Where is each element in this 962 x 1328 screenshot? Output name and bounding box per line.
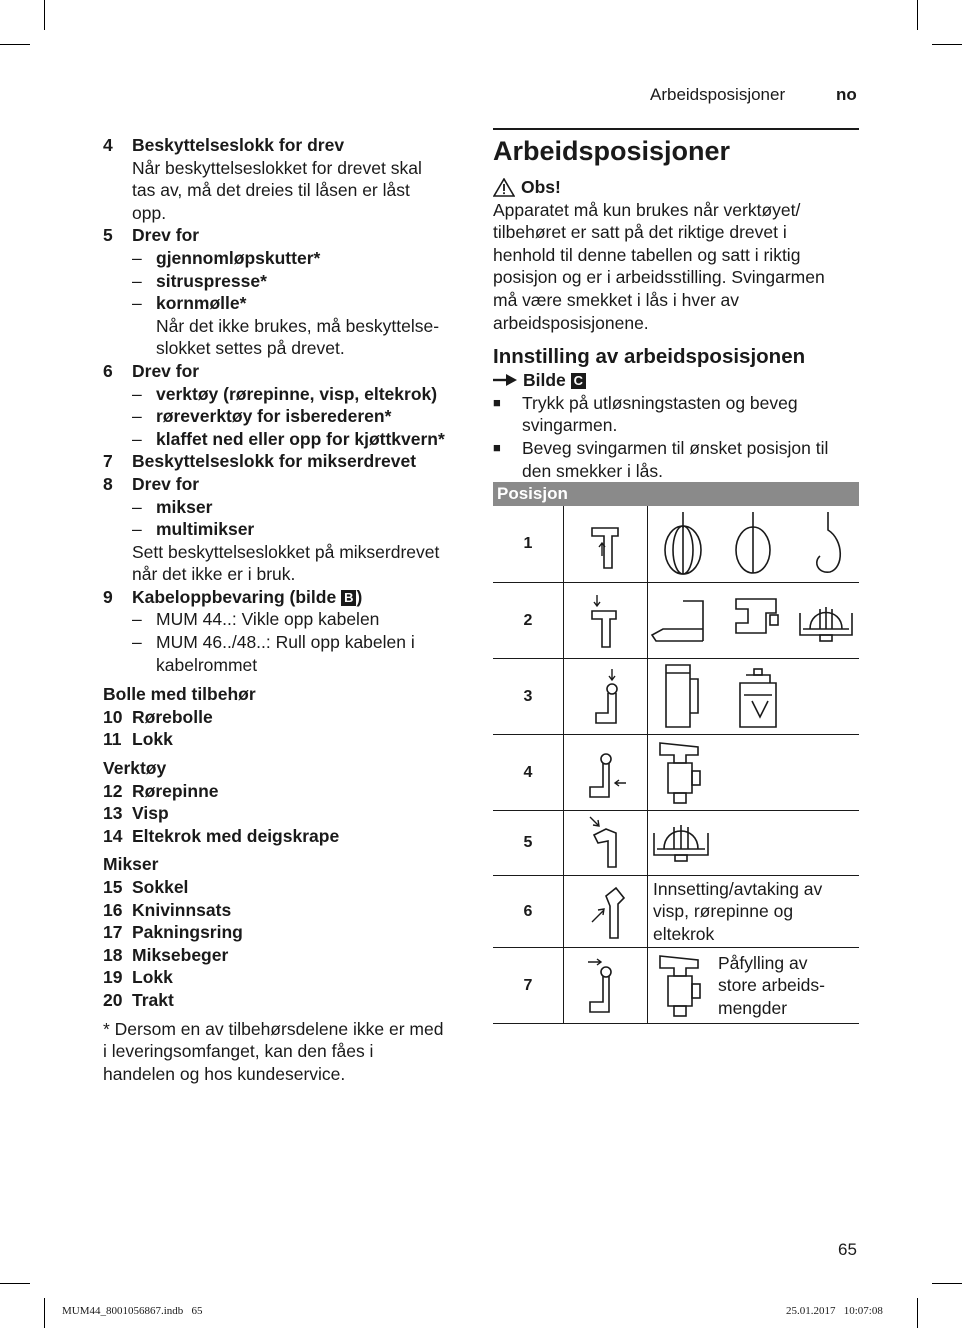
- table-row: [493, 948, 859, 1024]
- left-column: [103, 134, 468, 1085]
- list-item: [103, 134, 468, 224]
- square-bullet-icon: ■: [493, 439, 501, 455]
- section-heading: Bolle med tilbehør: [103, 684, 256, 705]
- figure-label: Bilde: [523, 370, 571, 391]
- item-number: 5: [103, 225, 113, 246]
- item-label: Knivinnsats: [132, 899, 232, 920]
- list-item: [103, 224, 468, 360]
- dash: –: [132, 632, 142, 653]
- meat-mincer-icon: [648, 737, 858, 809]
- item-number: 15: [103, 877, 123, 897]
- page-number: 65: [838, 1240, 857, 1259]
- dash: –: [132, 293, 142, 314]
- crop-mark: [932, 44, 962, 45]
- table-row: [493, 735, 859, 811]
- figure-ref-box: B: [341, 590, 356, 606]
- position-number: 6: [493, 876, 564, 947]
- subsection-title: Innstilling av arbeidsposisjonen: [493, 345, 806, 369]
- item-title: Beskyttelseslokk for drev: [132, 135, 345, 155]
- position-number: 4: [493, 735, 564, 810]
- position-number: 1: [493, 506, 564, 582]
- page-title: Arbeidsposisjoner: [493, 136, 731, 166]
- bullet-text: Beveg svingarmen til ønsket posisjon til den smekker i lås.: [522, 437, 829, 481]
- position-number: 3: [493, 659, 564, 734]
- item-label: Miksebeger: [132, 944, 229, 965]
- arrow-right-icon: [493, 374, 517, 386]
- table-row: [493, 583, 859, 659]
- sub-text: MUM 44..: Vikle opp kabelen: [156, 609, 380, 630]
- item-title-end: ): [356, 586, 363, 607]
- crop-mark: [0, 1283, 30, 1284]
- item-label: Pakningsring: [132, 922, 243, 943]
- blender-multimixer-icon: [648, 661, 858, 733]
- table-row: [493, 506, 859, 583]
- item-text: Når beskyttelseslokket for drevet skal tas av, må det dreies til låsen er låst opp.: [132, 157, 422, 223]
- item-label: Trakt: [132, 989, 174, 1010]
- crop-mark: [932, 1283, 962, 1284]
- item-number: 20: [103, 989, 123, 1010]
- item-label: Sokkel: [132, 877, 189, 897]
- arm-position-1-icon: [576, 514, 636, 574]
- crop-mark: [917, 0, 918, 30]
- citrus-press-icon: [648, 813, 858, 873]
- item-title: Beskyttelseslokk for mikserdrevet: [132, 451, 417, 472]
- dash: –: [132, 406, 142, 427]
- dash: –: [132, 496, 142, 517]
- dash: –: [132, 609, 142, 630]
- figure-reference: [493, 369, 859, 392]
- slicer-mincer-juicer-icon: [648, 585, 858, 657]
- item-number: 7: [103, 451, 113, 472]
- position-table: [493, 482, 859, 1024]
- arm-position-6-icon: [576, 882, 636, 942]
- sub-text: Når det ikke brukes, må beskyttelse-slokket settes på drevet.: [156, 315, 440, 359]
- section-heading: Mikser: [103, 854, 159, 875]
- table-header: Posisjon: [493, 482, 859, 506]
- sub-label: sitruspresse*: [156, 270, 267, 291]
- position-number: 7: [493, 948, 564, 1023]
- warning-text: Apparatet må kun brukes når verktøyet/ tilbehøret er satt på det riktige drevet i henhold til denne tabellen og satt i riktig posisjon og er i arbeidsstilling. Svingarmen må være smekket i lås i hver av arbeidsposisjonene.: [493, 199, 825, 333]
- right-column: [493, 128, 859, 482]
- dash: –: [132, 247, 142, 268]
- item-title: Drev for: [132, 360, 200, 381]
- sub-label: røreverktøy for isberederen*: [156, 406, 392, 427]
- arm-position-3-icon: [576, 667, 636, 727]
- running-header-title: Arbeidsposisjoner: [650, 85, 786, 104]
- item-number: 12: [103, 780, 123, 801]
- table-row: [493, 659, 859, 735]
- list-item: [103, 586, 468, 676]
- running-header-lang: no: [836, 85, 857, 104]
- sub-label: multimikser: [156, 519, 255, 540]
- crop-mark: [917, 1298, 918, 1328]
- item-number: 10: [103, 706, 123, 727]
- footer-file-info: MUM44_8001056867.indb 65: [62, 1305, 203, 1317]
- footer-timestamp: 25.01.2017 10:07:08: [786, 1305, 883, 1317]
- item-title: Kabeloppbevaring (bilde: [132, 586, 342, 607]
- meat-mincer-icon: [648, 950, 718, 1022]
- arm-position-2-icon: [576, 591, 636, 651]
- dash: –: [132, 519, 142, 540]
- warning-label: Obs!: [521, 177, 561, 197]
- whisk-tools-icon: [648, 508, 858, 580]
- bullet-item: [493, 392, 859, 437]
- warning-line: [493, 176, 859, 199]
- row-description: Påfylling av store arbeids-mengder: [718, 952, 825, 1018]
- section-heading: Verktøy: [103, 758, 167, 779]
- item-label: Rørepinne: [132, 780, 219, 801]
- list-item: [103, 473, 468, 586]
- dash: –: [132, 270, 142, 291]
- item-number: 6: [103, 360, 113, 381]
- row-description: Innsetting/avtaking av visp, rørepinne og eltekrok: [653, 878, 823, 944]
- item-number: 13: [103, 803, 123, 824]
- sub-label: kornmølle*: [156, 293, 247, 314]
- warning-triangle-icon: [493, 178, 515, 197]
- item-label: Lokk: [132, 729, 173, 750]
- square-bullet-icon: ■: [493, 394, 501, 410]
- crop-mark: [0, 44, 30, 45]
- item-number: 19: [103, 967, 123, 988]
- sub-label: klaffet ned eller opp for kjøttkvern*: [156, 428, 445, 449]
- figure-ref-box: C: [571, 373, 586, 389]
- item-label: Rørebolle: [132, 706, 213, 727]
- bullet-item: [493, 437, 859, 482]
- item-number: 11: [103, 729, 122, 750]
- item-title: Drev for: [132, 225, 200, 246]
- crop-mark: [44, 0, 45, 30]
- arm-position-5-icon: [576, 813, 636, 873]
- item-number: 8: [103, 473, 113, 494]
- dash: –: [132, 383, 142, 404]
- table-row: [493, 811, 859, 876]
- position-number: 5: [493, 811, 564, 875]
- item-number: 14: [103, 825, 123, 846]
- item-label: Eltekrok med deigskrape: [132, 825, 340, 846]
- sub-label: mikser: [156, 496, 213, 517]
- bullet-text: Trykk på utløsningstasten og beveg svingarmen.: [522, 392, 798, 436]
- arm-position-7-icon: [576, 956, 636, 1016]
- arm-position-4-icon: [576, 743, 636, 803]
- sub-label: gjennomløpskutter*: [156, 247, 321, 268]
- table-row: [493, 876, 859, 948]
- list-item: [103, 360, 468, 450]
- sub-text: MUM 46../48..: Rull opp kabelen i kabelrommet: [156, 632, 415, 675]
- item-number: 16: [103, 899, 123, 920]
- footnote: * Dersom en av tilbehørsdelene ikke er med i leveringsomfanget, kan den fåes i handelen og hos kundeservice.: [103, 1018, 444, 1084]
- position-number: 2: [493, 583, 564, 658]
- item-number: 4: [103, 135, 113, 155]
- item-number: 18: [103, 944, 123, 965]
- dash: –: [132, 428, 142, 449]
- item-text: Sett beskyttelseslokket på mikserdrevet når det ikke er i bruk.: [132, 541, 440, 585]
- section-rule: [493, 128, 859, 130]
- item-label: Lokk: [132, 967, 173, 988]
- list-item: [103, 450, 468, 473]
- sub-label: verktøy (rørepinne, visp, eltekrok): [156, 383, 438, 404]
- item-title: Drev for: [132, 473, 200, 494]
- item-number: 9: [103, 586, 113, 607]
- item-label: Visp: [132, 803, 169, 824]
- item-number: 17: [103, 922, 123, 943]
- crop-mark: [44, 1298, 45, 1328]
